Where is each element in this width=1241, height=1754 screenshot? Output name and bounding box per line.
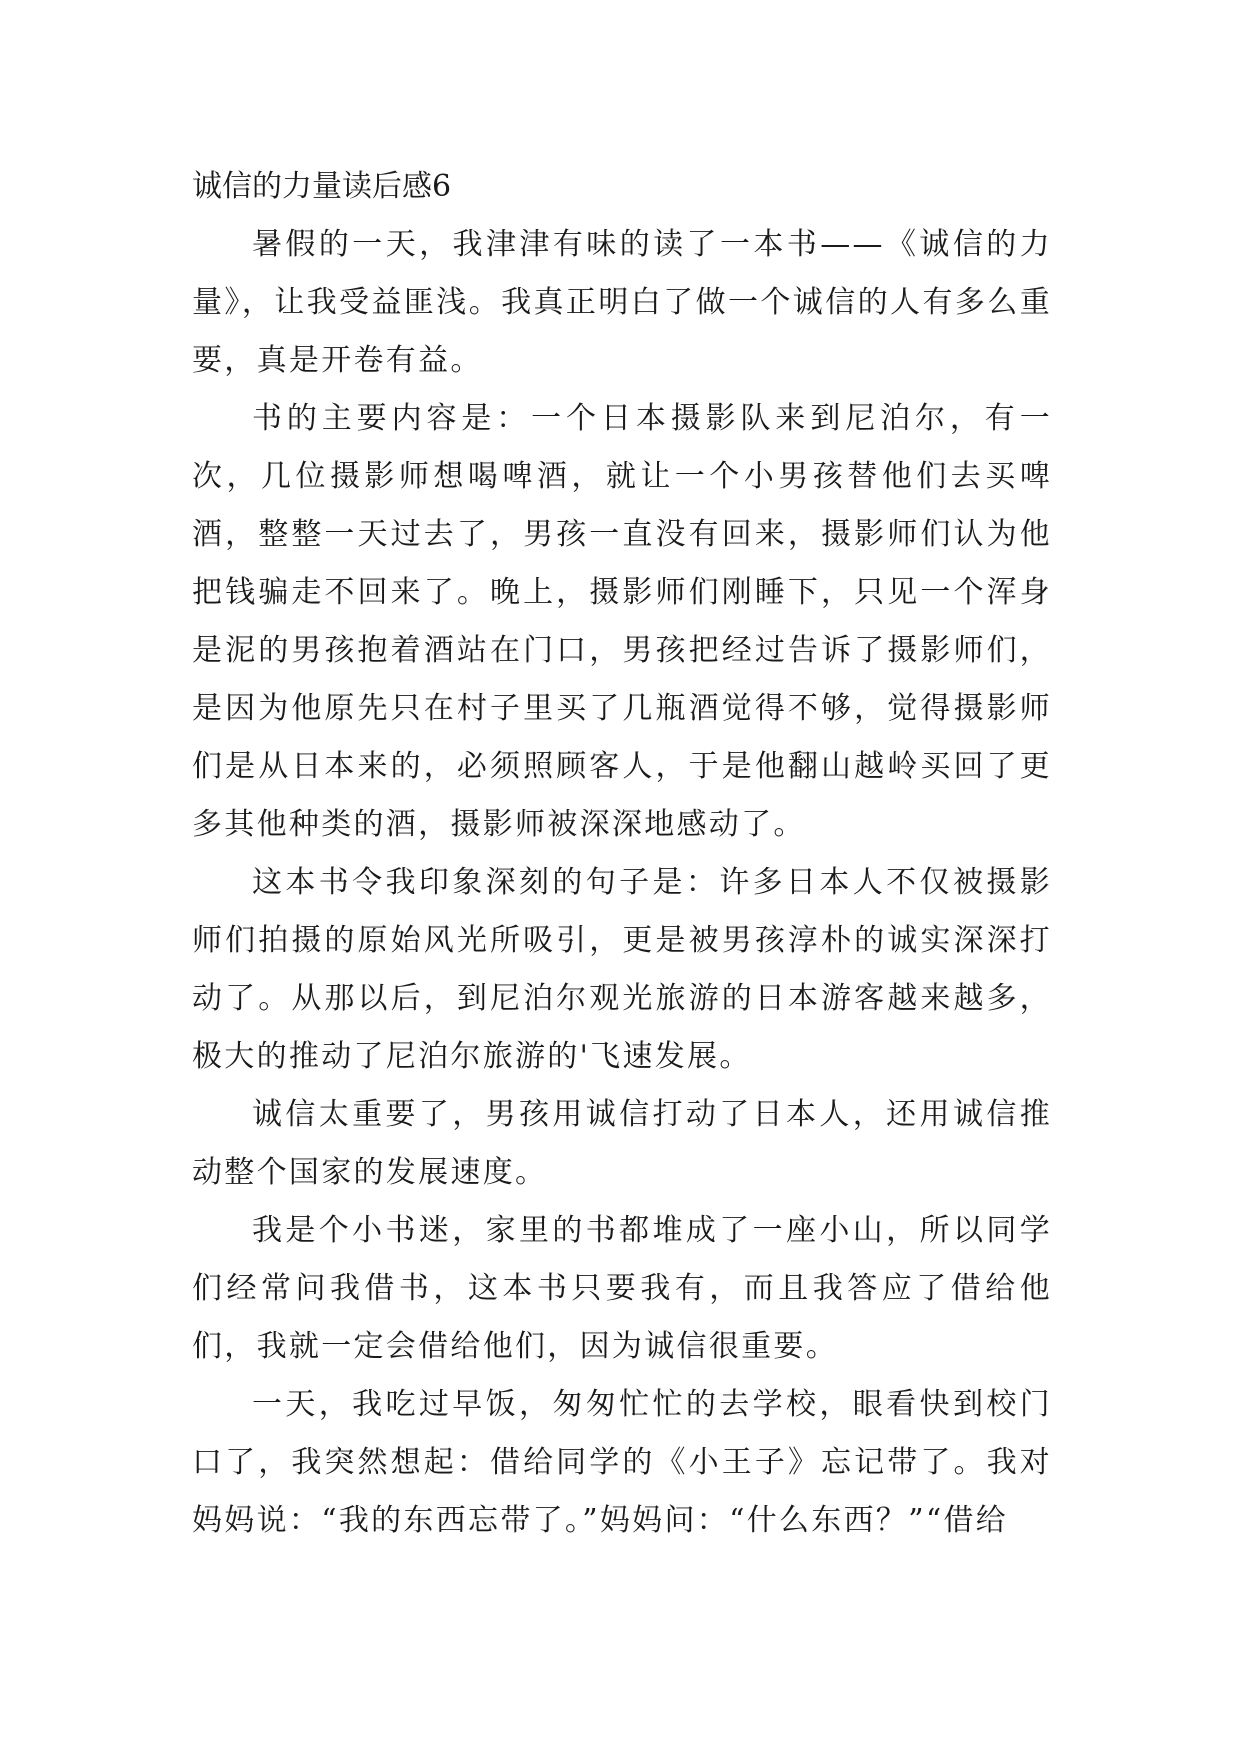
document-body xyxy=(192,158,1052,1550)
paragraph-4: 诚信太重要了，男孩用诚信打动了日本人，还用诚信推动整个国家的发展速度。 xyxy=(192,1097,1052,1190)
paragraph-6: 一天，我吃过早饭，匆匆忙忙的去学校，眼看快到校门口了，我突然想起：借给同学的《小王子》忘记带了。我对妈妈说：“我的东西忘带了。”妈妈问：“什么东西？”“借给 xyxy=(192,1387,1052,1538)
paragraph-2: 书的主要内容是：一个日本摄影队来到尼泊尔，有一次，几位摄影师想喝啤酒，就让一个小男孩替他们去买啤酒，整整一天过去了，男孩一直没有回来，摄影师们认为他把钱骗走不回来了。晚上，摄影师们刚睡下，只见一个浑身是泥的男孩抱着酒站在门口，男孩把经过告诉了摄影师们，是因为他原先只在村子里买了几瓶酒觉得不够，觉得摄影师们是从日本来的，必须照顾客人，于是他翻山越岭买回了更多其他种类的酒，摄影师被深深地感动了。 xyxy=(192,401,1052,842)
document-title: 诚信的力量读后感6 xyxy=(192,169,452,204)
paragraph-3: 这本书令我印象深刻的句子是：许多日本人不仅被摄影师们拍摄的原始风光所吸引，更是被男孩淳朴的诚实深深打动了。从那以后，到尼泊尔观光旅游的日本游客越来越多，极大的推动了尼泊尔旅游的'飞速发展。 xyxy=(192,865,1052,1074)
paragraph-1: 暑假的一天，我津津有味的读了一本书——《诚信的力量》，让我受益匪浅。我真正明白了做一个诚信的人有多么重要，真是开卷有益。 xyxy=(192,227,1052,378)
paragraph-5: 我是个小书迷，家里的书都堆成了一座小山，所以同学们经常问我借书，这本书只要我有，而且我答应了借给他们，我就一定会借给他们，因为诚信很重要。 xyxy=(192,1213,1052,1364)
